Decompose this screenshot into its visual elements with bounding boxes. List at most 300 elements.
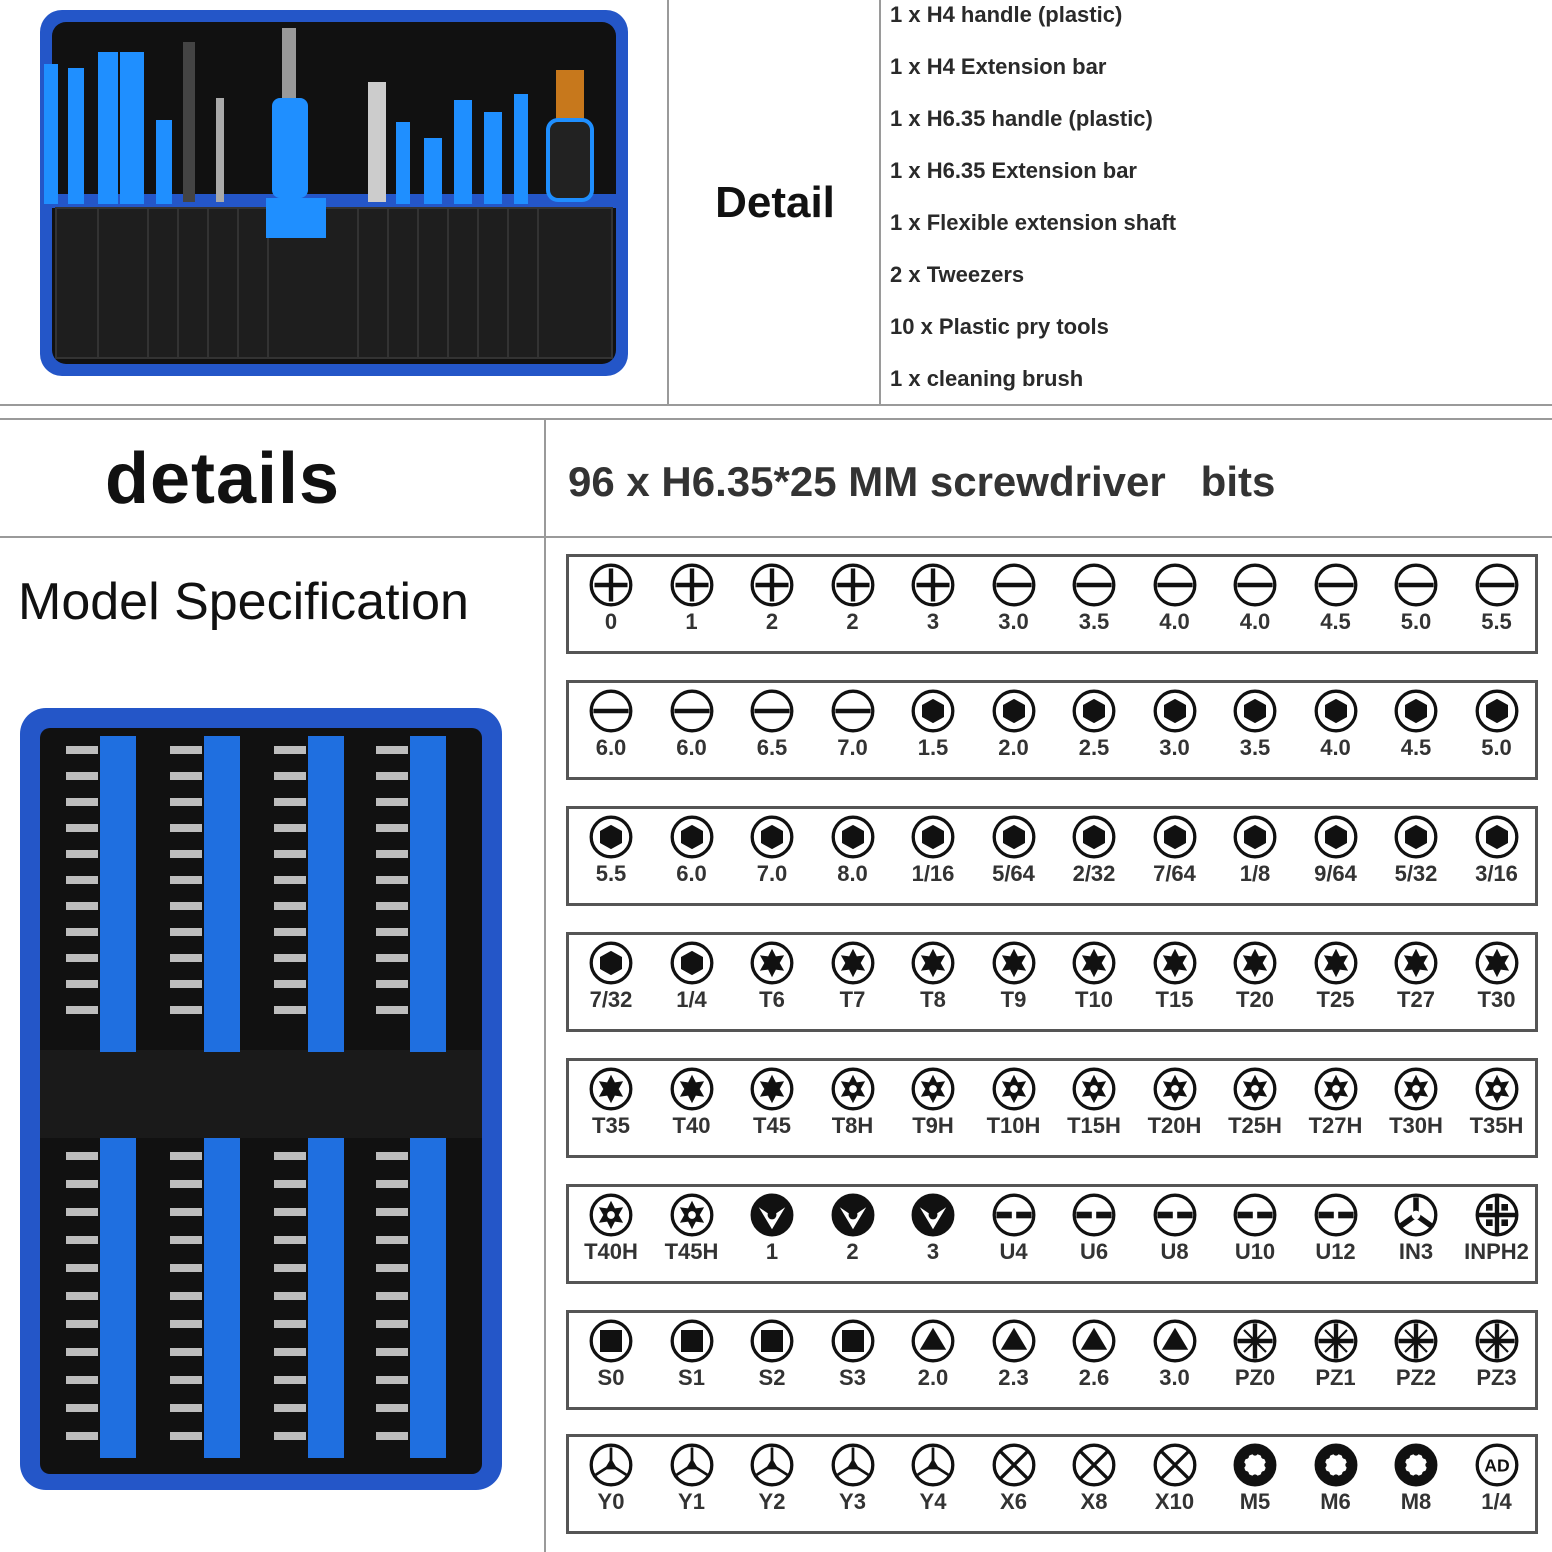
bit-cell <box>1296 563 1376 635</box>
hex-bit-icon <box>1296 815 1376 859</box>
bit-case-photo <box>18 706 504 1494</box>
bit-cell <box>1215 1193 1295 1265</box>
hex-bit-icon <box>1135 815 1215 859</box>
bit-cell <box>974 563 1054 635</box>
hex-bit-icon <box>813 815 893 859</box>
bit-label: M8 <box>1400 1489 1432 1514</box>
hex-bit-icon <box>1215 689 1295 733</box>
bit-label: 7/32 <box>589 987 633 1012</box>
hex-bit-icon <box>1135 689 1215 733</box>
bit-cell <box>1457 1319 1537 1391</box>
bit-cell <box>1054 1067 1134 1139</box>
hex-bit-icon <box>1457 815 1537 859</box>
cross-x-bit-icon <box>974 1443 1054 1487</box>
model-specification-label: Model Specification <box>18 573 469 631</box>
slotted-bit-icon <box>1376 563 1456 607</box>
bit-cell <box>1054 1443 1134 1515</box>
bit-cell <box>1296 1193 1376 1265</box>
y-type-bit-icon <box>813 1443 893 1487</box>
cross-x-bit-icon <box>1135 1443 1215 1487</box>
bit-label: 2 <box>846 1239 859 1264</box>
bit-cell <box>1135 1193 1215 1265</box>
tripoint-bit-icon <box>1376 1193 1456 1237</box>
bit-label: 9/64 <box>1314 861 1357 886</box>
hex-bit-icon <box>1376 689 1456 733</box>
torx-bit-icon <box>571 1067 651 1111</box>
square-bit-icon <box>732 1319 812 1363</box>
bit-cell <box>813 689 893 761</box>
bit-cell <box>813 1319 893 1391</box>
bit-cell <box>1457 1193 1537 1265</box>
torx-hole-bit-icon <box>974 1067 1054 1111</box>
hex-bit-icon <box>893 689 973 733</box>
torx-bit-icon <box>1457 941 1537 985</box>
bit-label: Y3 <box>839 1489 866 1514</box>
bit-label: T40 <box>672 1113 711 1138</box>
bit-label: 8.0 <box>837 861 868 886</box>
bit-cell <box>1376 689 1456 761</box>
bit-cell <box>1054 1193 1134 1265</box>
square-bit-icon <box>813 1319 893 1363</box>
divider-upper-1 <box>0 404 1552 406</box>
torx-bit-icon <box>1135 941 1215 985</box>
spline-bit-icon <box>1215 1443 1295 1487</box>
u-fork-bit-icon <box>1054 1193 1134 1237</box>
bit-label: T10 <box>1075 987 1113 1012</box>
hex-bit-icon <box>571 941 651 985</box>
phillips-bit-icon <box>732 563 812 607</box>
bit-cell <box>1457 689 1537 761</box>
bit-label: 4.0 <box>1320 735 1351 760</box>
bit-cell <box>1054 689 1134 761</box>
bit-label: 2.5 <box>1078 735 1110 760</box>
bits-title: 96 x H6.35*25 MM screwdriver bits <box>568 458 1276 505</box>
bit-row <box>566 1310 1538 1410</box>
bit-cell <box>974 1067 1054 1139</box>
bit-label: U6 <box>1079 1239 1109 1264</box>
torx-bit-icon <box>1215 941 1295 985</box>
bit-label: 4.5 <box>1320 609 1351 634</box>
bit-label: U12 <box>1315 1239 1356 1264</box>
bit-cell <box>893 689 973 761</box>
bit-cell <box>732 1319 812 1391</box>
y-type-bit-icon <box>732 1443 812 1487</box>
bit-label: PZ2 <box>1395 1365 1437 1390</box>
bit-label: T45H <box>664 1239 719 1264</box>
bit-cell <box>1135 1319 1215 1391</box>
bit-cell <box>1376 563 1456 635</box>
torx-hole-bit-icon <box>1135 1067 1215 1111</box>
torx-bit-icon <box>1376 941 1456 985</box>
torx-hole-bit-icon <box>652 1193 732 1237</box>
bit-label: 0 <box>604 609 618 634</box>
bit-label: 1/4 <box>676 987 707 1012</box>
top-vertical-divider-left <box>667 0 669 404</box>
bit-label: 3.0 <box>998 609 1029 634</box>
bit-label: T35H <box>1469 1113 1524 1138</box>
spline-bit-icon <box>1296 1443 1376 1487</box>
bit-label: S2 <box>758 1365 786 1390</box>
bit-cell <box>732 1193 812 1265</box>
bit-cell <box>1457 941 1537 1013</box>
bit-cell <box>813 1067 893 1139</box>
bit-label: 2 <box>846 609 859 634</box>
torx-hole-bit-icon <box>1054 1067 1134 1111</box>
hex-bit-icon <box>893 815 973 859</box>
bit-label: 1 <box>765 1239 779 1264</box>
bit-cell <box>893 1319 973 1391</box>
divider-lower <box>0 536 1552 538</box>
bit-row <box>566 1058 1538 1158</box>
bit-label: T30 <box>1477 987 1516 1012</box>
slotted-bit-icon <box>1054 563 1134 607</box>
bit-label: T6 <box>759 987 785 1012</box>
u-fork-bit-icon <box>1296 1193 1376 1237</box>
contents-item: 1 x H6.35 Extension bar <box>890 158 1137 183</box>
bit-label: T40H <box>584 1239 638 1264</box>
bit-cell <box>813 1443 893 1515</box>
bit-cell <box>1376 1193 1456 1265</box>
bit-cell <box>652 689 732 761</box>
hex-bit-icon <box>1457 689 1537 733</box>
bit-cell <box>732 689 812 761</box>
bit-cell <box>893 563 973 635</box>
bit-cell <box>974 941 1054 1013</box>
middle-vertical-divider <box>544 418 546 1552</box>
bit-cell <box>571 941 651 1013</box>
bit-label: T8 <box>920 987 946 1012</box>
bit-label: 1/4 <box>1481 1489 1512 1514</box>
torx-hole-bit-icon <box>1457 1067 1537 1111</box>
bit-cell <box>1457 563 1537 635</box>
bit-label: 5/32 <box>1394 861 1438 886</box>
bit-cell <box>1215 815 1295 887</box>
slotted-bit-icon <box>974 563 1054 607</box>
torx-bit-icon <box>732 1067 812 1111</box>
bit-label: T25H <box>1228 1113 1282 1138</box>
bit-cell <box>1376 1443 1456 1515</box>
bit-label: 7.0 <box>756 861 788 886</box>
bit-cell <box>974 689 1054 761</box>
bit-label: 2.0 <box>917 1365 949 1390</box>
contents-item: 2 x Tweezers <box>890 262 1025 287</box>
torx-bit-icon <box>893 941 973 985</box>
bit-label: 4.0 <box>1159 609 1190 634</box>
u-fork-bit-icon <box>1135 1193 1215 1237</box>
u-fork-bit-icon <box>1215 1193 1295 1237</box>
pozi-bit-icon <box>1376 1319 1456 1363</box>
bit-label: 6.0 <box>595 735 627 760</box>
torx-bit-icon <box>1296 941 1376 985</box>
bit-label: S0 <box>597 1365 625 1390</box>
contents-item: 1 x H4 handle (plastic) <box>890 2 1123 27</box>
contents-item: 1 x H4 Extension bar <box>890 54 1107 79</box>
bit-label: 6.0 <box>676 861 707 886</box>
bit-label: 2.0 <box>998 735 1029 760</box>
torx-hole-bit-icon <box>571 1193 651 1237</box>
bit-label: Y4 <box>919 1489 947 1514</box>
bit-label: T35 <box>592 1113 630 1138</box>
bit-label: 2.3 <box>998 1365 1029 1390</box>
bit-cell <box>1457 1443 1537 1515</box>
bit-label: Y2 <box>758 1489 786 1514</box>
bit-label: 5/64 <box>992 861 1035 886</box>
bit-cell <box>571 689 651 761</box>
hex-bit-icon <box>974 689 1054 733</box>
bit-cell <box>1135 941 1215 1013</box>
bit-cell <box>813 1193 893 1265</box>
bit-label: X6 <box>1000 1489 1027 1514</box>
hex-bit-icon <box>652 941 732 985</box>
bit-cell <box>1296 815 1376 887</box>
bit-label: T20H <box>1147 1113 1202 1138</box>
bit-row <box>566 680 1538 780</box>
bit-cell <box>1054 815 1134 887</box>
y-type-bit-icon <box>571 1443 651 1487</box>
bit-cell <box>1054 941 1134 1013</box>
bit-label: S3 <box>839 1365 866 1390</box>
pozi-bit-icon <box>1296 1319 1376 1363</box>
bit-label: T9H <box>912 1113 954 1138</box>
bit-label: 6.0 <box>676 735 707 760</box>
bit-cell <box>813 941 893 1013</box>
bit-cell <box>1376 941 1456 1013</box>
bit-label: 3 <box>926 609 940 634</box>
bit-cell <box>571 1193 651 1265</box>
phillips-bit-icon <box>571 563 651 607</box>
bit-cell <box>732 1067 812 1139</box>
bit-cell <box>974 815 1054 887</box>
bit-cell <box>1296 1319 1376 1391</box>
bit-cell <box>893 815 973 887</box>
bit-label: 7.0 <box>837 735 868 760</box>
bit-cell <box>813 563 893 635</box>
phillips-bit-icon <box>652 563 732 607</box>
bit-label: 1/16 <box>911 861 955 886</box>
y-type-bit-icon <box>652 1443 732 1487</box>
bit-label: M6 <box>1320 1489 1351 1514</box>
phillips-bit-icon <box>893 563 973 607</box>
slotted-bit-icon <box>1215 563 1295 607</box>
bit-cell <box>1135 1067 1215 1139</box>
bit-cell <box>571 563 651 635</box>
cross-x-bit-icon <box>1054 1443 1134 1487</box>
bit-cell <box>652 1067 732 1139</box>
bit-cell <box>571 1067 651 1139</box>
bit-label: T25 <box>1316 987 1355 1012</box>
y-type-bit-icon <box>893 1443 973 1487</box>
svg-text:AD: AD <box>1483 1455 1510 1476</box>
bit-cell <box>732 941 812 1013</box>
bit-label: Y0 <box>597 1489 625 1514</box>
torx-hole-bit-icon <box>1376 1067 1456 1111</box>
bit-cell <box>652 815 732 887</box>
triwing-bit-icon <box>893 1193 973 1237</box>
bit-label: 3.0 <box>1159 1365 1190 1390</box>
slotted-bit-icon <box>571 689 651 733</box>
bit-label: 3.0 <box>1159 735 1190 760</box>
u-fork-bit-icon <box>974 1193 1054 1237</box>
pozi-bit-icon <box>1215 1319 1295 1363</box>
hex-bit-icon <box>732 815 812 859</box>
bit-label: 1/8 <box>1239 861 1271 886</box>
slotted-bit-icon <box>1135 563 1215 607</box>
bit-cell <box>1376 1067 1456 1139</box>
bit-cell <box>652 563 732 635</box>
bit-label: Y1 <box>678 1489 705 1514</box>
bit-label: T45 <box>753 1113 791 1138</box>
hex-bit-icon <box>1215 815 1295 859</box>
bit-label: X8 <box>1080 1489 1108 1514</box>
detail-heading: Detail <box>715 178 835 227</box>
hex-bit-icon <box>1054 815 1134 859</box>
bit-cell <box>974 1319 1054 1391</box>
bit-cell <box>652 1319 732 1391</box>
bit-label: 2 <box>765 609 779 634</box>
bit-cell <box>571 1443 651 1515</box>
bit-cell <box>1457 1067 1537 1139</box>
bit-cell <box>1215 1319 1295 1391</box>
bit-label: U4 <box>999 1239 1028 1264</box>
bit-cell <box>1457 815 1537 887</box>
torx-bit-icon <box>652 1067 732 1111</box>
torx-bit-icon <box>732 941 812 985</box>
torx-hole-bit-icon <box>1215 1067 1295 1111</box>
top-vertical-divider-right <box>879 0 881 404</box>
bit-label: T27H <box>1308 1113 1363 1138</box>
bit-label: 4.5 <box>1400 735 1432 760</box>
bit-cell <box>1376 815 1456 887</box>
details-heading: details <box>105 439 341 519</box>
bit-cell <box>1054 563 1134 635</box>
bit-label: 2.6 <box>1078 1365 1110 1390</box>
triwing-bit-icon <box>732 1193 812 1237</box>
torx-bit-icon <box>974 941 1054 985</box>
slotted-bit-icon <box>813 689 893 733</box>
bit-cell <box>732 815 812 887</box>
bit-label: T8H <box>831 1113 874 1138</box>
bit-row <box>566 932 1538 1032</box>
bit-cell <box>893 1067 973 1139</box>
bit-cell <box>1215 1067 1295 1139</box>
bit-label: 5.0 <box>1481 735 1512 760</box>
bit-label: 1.5 <box>917 735 949 760</box>
bit-label: M5 <box>1239 1489 1271 1514</box>
bit-cell <box>652 941 732 1013</box>
bit-label: T10H <box>986 1113 1041 1138</box>
bit-label: T7 <box>839 987 866 1012</box>
bit-cell <box>1215 689 1295 761</box>
triangle-bit-icon <box>974 1319 1054 1363</box>
bit-row <box>566 1184 1538 1284</box>
bit-cell <box>1215 941 1295 1013</box>
contents-item: 1 x Flexible extension shaft <box>890 210 1177 235</box>
spline-bit-icon <box>1376 1443 1456 1487</box>
bit-cell <box>652 1193 732 1265</box>
bit-cell <box>1296 1067 1376 1139</box>
square-bit-icon <box>571 1319 651 1363</box>
bit-cell <box>1215 1443 1295 1515</box>
bit-cell <box>571 815 651 887</box>
bit-label: T20 <box>1236 987 1274 1012</box>
bit-label: 4.0 <box>1239 609 1271 634</box>
bit-cell <box>893 941 973 1013</box>
bit-cell <box>1296 1443 1376 1515</box>
bit-cell <box>1135 1443 1215 1515</box>
bit-label: 3.5 <box>1078 609 1110 634</box>
slotted-bit-icon <box>652 689 732 733</box>
bit-cell <box>813 815 893 887</box>
bit-row <box>566 806 1538 906</box>
bit-label: U8 <box>1160 1239 1189 1264</box>
hex-bit-icon <box>652 815 732 859</box>
bit-label: 5.5 <box>1481 609 1512 634</box>
bit-cell <box>974 1193 1054 1265</box>
bit-cell <box>974 1443 1054 1515</box>
bit-row <box>566 1434 1538 1534</box>
bit-label: 3.5 <box>1239 735 1271 760</box>
torx-hole-bit-icon <box>893 1067 973 1111</box>
bit-cell <box>893 1443 973 1515</box>
torx-hole-bit-icon <box>1296 1067 1376 1111</box>
bit-label: T15H <box>1067 1113 1121 1138</box>
bit-cell <box>893 1193 973 1265</box>
bit-cell <box>571 1319 651 1391</box>
bit-label: 2/32 <box>1072 861 1116 886</box>
ad-bit-icon <box>1457 1443 1537 1487</box>
slotted-bit-icon <box>1457 563 1537 607</box>
torx-hole-bit-icon <box>813 1067 893 1111</box>
bit-label: PZ1 <box>1315 1365 1356 1390</box>
bit-label: T30H <box>1389 1113 1443 1138</box>
inph-bit-icon <box>1457 1193 1537 1237</box>
bit-row <box>566 554 1538 654</box>
pozi-bit-icon <box>1457 1319 1537 1363</box>
bit-cell <box>1376 1319 1456 1391</box>
contents-item: 10 x Plastic pry tools <box>890 314 1109 339</box>
hex-bit-icon <box>974 815 1054 859</box>
torx-bit-icon <box>1054 941 1134 985</box>
bit-label: 3 <box>926 1239 940 1264</box>
bit-label: 7/64 <box>1153 861 1196 886</box>
bit-label: U10 <box>1234 1239 1276 1264</box>
bit-label: IN3 <box>1398 1239 1434 1264</box>
hex-bit-icon <box>1376 815 1456 859</box>
contents-list <box>890 0 1176 416</box>
torx-bit-icon <box>813 941 893 985</box>
bit-label: S1 <box>678 1365 705 1390</box>
bit-cell <box>1135 563 1215 635</box>
bit-cell <box>1135 689 1215 761</box>
hex-bit-icon <box>571 815 651 859</box>
triangle-bit-icon <box>1054 1319 1134 1363</box>
bit-cell <box>1054 1319 1134 1391</box>
bit-label: 6.5 <box>756 735 788 760</box>
bit-label: 3/16 <box>1475 861 1518 886</box>
tool-roll-photo <box>38 8 630 380</box>
triangle-bit-icon <box>1135 1319 1215 1363</box>
divider-upper-2 <box>0 418 1552 420</box>
bit-label: PZ3 <box>1476 1365 1517 1390</box>
bit-label: T9 <box>1000 987 1027 1012</box>
contents-item: 1 x cleaning brush <box>890 366 1084 391</box>
square-bit-icon <box>652 1319 732 1363</box>
bit-label: T15 <box>1155 987 1194 1012</box>
bit-cell <box>732 1443 812 1515</box>
bit-label: X10 <box>1154 1489 1195 1514</box>
slotted-bit-icon <box>732 689 812 733</box>
bit-cell <box>1135 815 1215 887</box>
